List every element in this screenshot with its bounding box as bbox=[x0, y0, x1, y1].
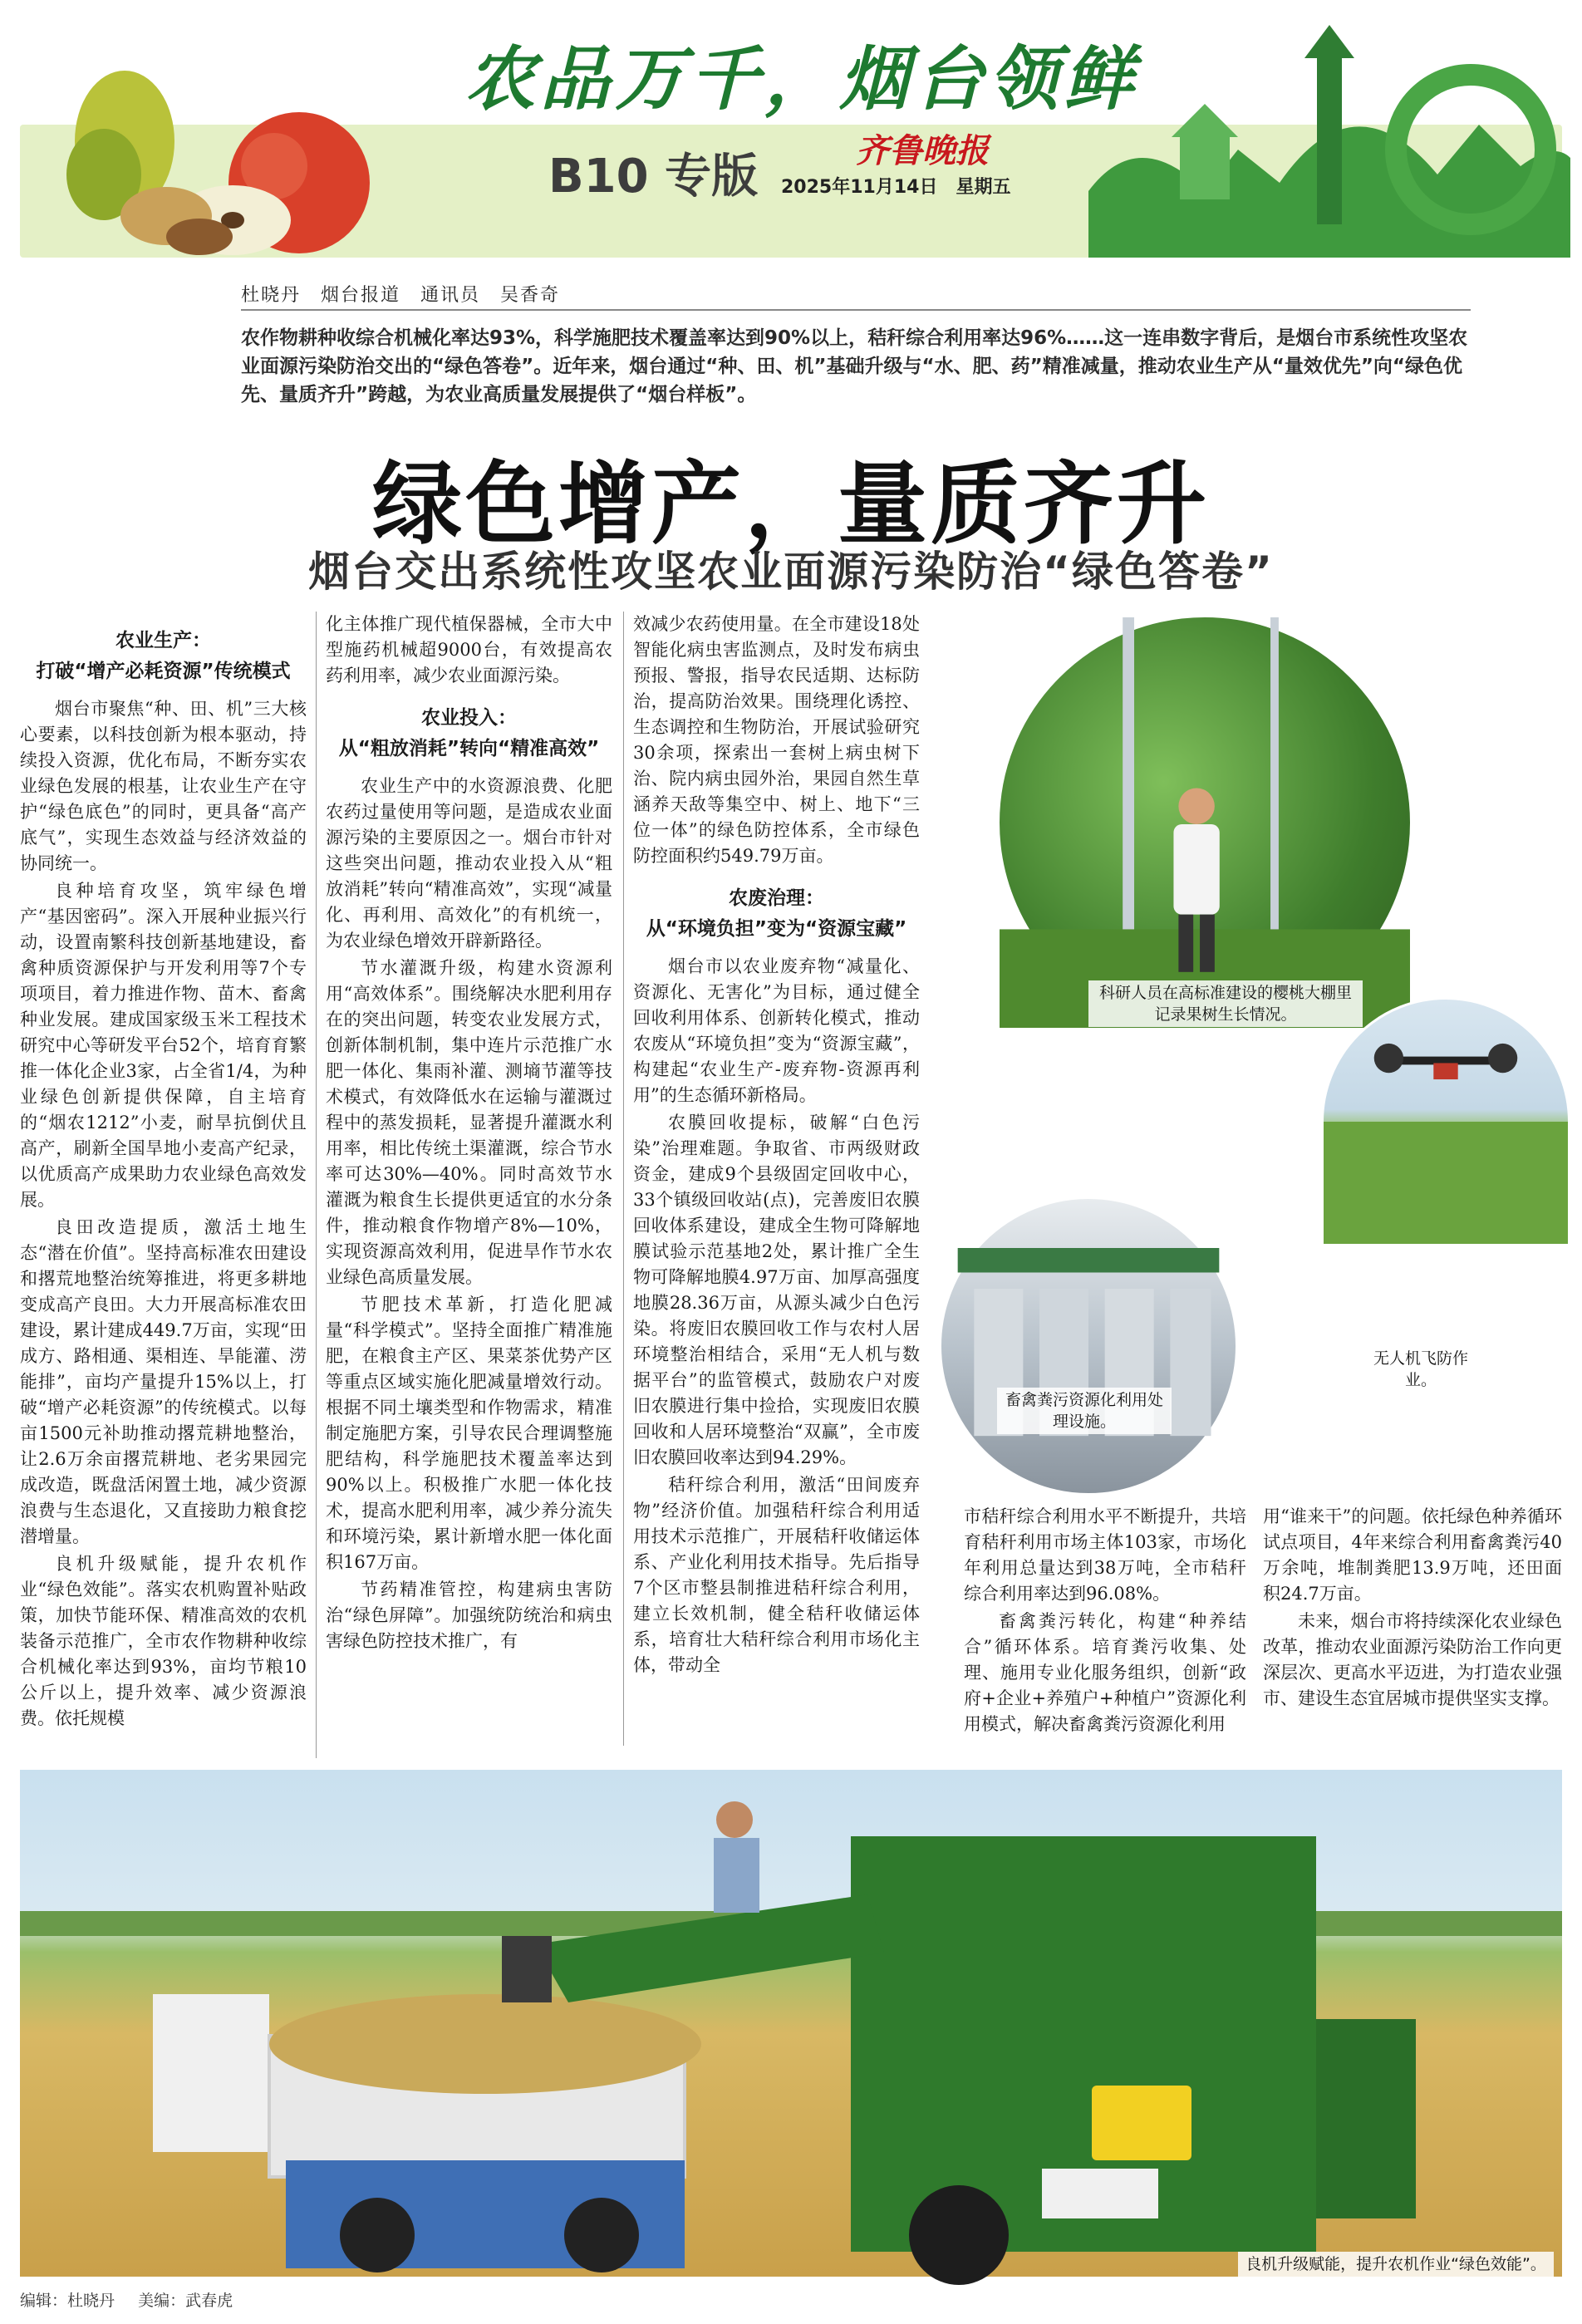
column-divider bbox=[623, 612, 624, 1746]
article-column-3 bbox=[633, 612, 920, 1675]
masthead-title: 农品万千，烟台领鲜 bbox=[465, 37, 1139, 120]
paragraph: 农膜回收提标，破解“白色污染”治理难题。争取省、市两级财政资金，建成9个县级固定回收中心，33个镇级回收站(点)，完善废旧农膜回收体系建设，建成全生物可降解地膜试验示范基地2处，累计推广全生物可降解地膜4.97万亩、加厚高强度地膜28.36万亩，从源头减少白色污染。将废旧农膜回收工作与农村人居环境整治相结合，采用“无人机与数据平台”的监管模式，鼓励农户对废旧农膜进行集中捡拾，实现废旧农膜回收和人居环境整治“双赢”，全市废旧农膜回收率达到94.29%。 bbox=[633, 1113, 920, 1467]
section-kicker: 农业生产： bbox=[115, 630, 211, 651]
paragraph: 用“谁来干”的问题。依托绿色种养循环试点项目，4年来综合利用畜禽粪污40万余吨，堆制粪肥13.9万吨，还田面积24.7万亩。 bbox=[1263, 1506, 1562, 1604]
byline: 杜晓丹 烟台报道 通讯员 吴香奇 bbox=[241, 285, 561, 306]
paragraph: 效减少农药使用量。在全市建设18处智能化病虫害监测点，及时发布病虫预报、警报，指导农民适期、达标防治，提高防治效果。围绕理化诱控、生态调控和生物防治，开展试验研究30余项，探索出一套树上病虫树下治、院内病虫园外治，果园自然生草涵养天敌等集空中、树上、地下“三位一体”的绿色防控体系，全市绿色防控面积约549.79万亩。 bbox=[633, 614, 920, 866]
photo-caption: 科研人员在高标准建设的樱桃大棚里记录果树生长情况。 bbox=[1088, 980, 1363, 1027]
article-column-5 bbox=[1263, 1504, 1562, 1770]
photo-caption: 畜禽粪污资源化利用处理设施。 bbox=[997, 1388, 1172, 1434]
section-heading: 从“粗放消耗”转向“精准高效” bbox=[338, 738, 600, 759]
fruit-illustration bbox=[25, 50, 374, 258]
section-kicker: 农业投入： bbox=[421, 707, 517, 729]
harvester-photo bbox=[20, 1770, 1562, 2277]
orchard-researcher-photo bbox=[997, 615, 1412, 1030]
paragraph: 烟台市聚焦“种、田、机”三大核心要素，以科技创新为根本驱动，持续投入资源，优化布局，不断夯实农业绿色发展的根基，让农业生产在守护“绿色底色”的同时，更具备“高产底气”，实现生态效益与经济效益的协同统一。 bbox=[20, 699, 307, 873]
paragraph: 良种培育攻坚，筑牢绿色增产“基因密码”。深入开展种业振兴行动，设置南繁科技创新基地建设，畜禽种质资源保护与开发利用等7个专项项目，着力推进作物、苗木、畜禽种业发展。建成国家级玉米工程技术研究中心等研发平台52个，培育育繁推一体化企业3家，占全省1/4，为种业绿色创新提供保障，自主培育的“烟农1212”小麦，耐旱抗倒伏且高产，刷新全国旱地小麦高产纪录，以优质高产成果助力农业绿色高效发展。 bbox=[20, 881, 307, 1210]
page-section-tag: B10 专版 bbox=[548, 150, 759, 204]
drone-spraying-photo bbox=[1321, 997, 1570, 1246]
paragraph: 化主体推广现代植保器械，全市大中型施药机械超9000台，有效提高农药利用率，减少农业面源污染。 bbox=[326, 614, 612, 685]
section-kicker: 农废治理： bbox=[729, 887, 824, 909]
article-column-2 bbox=[326, 612, 612, 1746]
page-header bbox=[0, 0, 1582, 266]
photo-caption: 良机升级赋能，提升农机作业“绿色效能”。 bbox=[1238, 2252, 1554, 2277]
divider bbox=[241, 309, 1471, 311]
paragraph: 节药精准管控，构建病虫害防治“绿色屏障”。加强统防统治和病虫害绿色防控技术推广，有 bbox=[326, 1580, 612, 1651]
article-column-1 bbox=[20, 612, 307, 1758]
paragraph: 烟台市以农业废弃物“减量化、资源化、无害化”为目标，通过健全回收利用体系、创新转化模式，推动农废从“环境负担”变为“资源宝藏”，构建起“农业生产-废弃物-资源再利用”的生态循环新格局。 bbox=[633, 956, 920, 1105]
paragraph: 未来，烟台市将持续深化农业绿色改革，推动农业面源污染防治工作向更深层次、更高水平迈进，为打造农业强市、建设生态宜居城市提供坚实支撑。 bbox=[1263, 1611, 1562, 1708]
headline: 绿色增产，量质齐升 bbox=[371, 452, 1210, 557]
editor-credit: 编辑：杜晓丹 bbox=[20, 2292, 115, 2310]
manure-facility-photo bbox=[939, 1196, 1238, 1496]
section-heading: 打破“增产必耗资源”传统模式 bbox=[36, 661, 291, 682]
lead-paragraph: 农作物耕种收综合机械化率达93%，科学施肥技术覆盖率达到90%以上，秸秆综合利用率达96%……这一连串数字背后，是烟台市系统性攻坚农业面源污染防治交出的“绿色答卷”。近年来，烟台通过“种、田、机”基础升级与“水、肥、药”精准减量，推动农业生产从“量效优先”向“绿色优先、量质齐升”跨越，为农业高质量发展提供了“烟台样板”。 bbox=[241, 327, 1468, 405]
paragraph: 良机升级赋能，提升农机作业“绿色效能”。落实农机购置补贴政策，加快节能环保、精准高效的农机装备示范推广，全市农作物耕种收综合机械化率达到93%，亩均节粮10公斤以上，提升效率、减少资源浪费。依托规模 bbox=[20, 1554, 307, 1728]
paragraph: 秸秆综合利用，激活“田间废弃物”经济价值。加强秸秆综合利用适用技术示范推广，开展秸秆收储运体系、产业化利用技术指导。先后指导7个区市整县制推进秸秆综合利用，建立长效机制，健全秸秆收储运体系，培育壮大秸秆综合利用市场化主体，带动全 bbox=[633, 1475, 920, 1675]
issue-date: 2025年11月14日 星期五 bbox=[781, 177, 1011, 198]
designer-credit: 美编：武春虎 bbox=[138, 2292, 233, 2310]
city-landmark-illustration bbox=[1088, 25, 1570, 258]
page-footer bbox=[20, 2288, 251, 2311]
newspaper-logo: 齐鲁晚报 bbox=[856, 131, 989, 170]
paragraph: 农业生产中的水资源浪费、化肥农药过量使用等问题，是造成农业面源污染的主要原因之一。烟台市针对这些突出问题，推动农业投入从“粗放消耗”转向“精准高效”，实现“减量化、再利用、高效化”的有机统一，为农业绿色增效开辟新路径。 bbox=[326, 776, 612, 951]
paragraph: 市秸秆综合利用水平不断提升，共培育秸秆利用市场主体103家，市场化年利用总量达到38万吨，全市秸秆综合利用率达到96.08%。 bbox=[964, 1506, 1246, 1604]
paragraph: 节水灌溉升级，构建水资源利用“高效体系”。围绕解决水肥利用存在的突出问题，转变农业发展方式，创新体制机制，集中连片示范推广水肥一体化、集雨补灌、测墒节灌等技术模式，有效降低水在运输与灌溉过程中的蒸发损耗，显著提升灌溉水利用率，相比传统土渠灌溉，综合节水率可达30%—40%。同时高效节水灌溉为粮食生长提供更适宜的水分条件，推动粮食作物增产8%—10%，实现资源高效利用，促进旱作节水农业绿色高质量发展。 bbox=[326, 958, 612, 1287]
column-divider bbox=[316, 612, 317, 1758]
paragraph: 畜禽粪污转化，构建“种养结合”循环体系。培育粪污收集、处理、施用专业化服务组织，创新“政府+企业+养殖户+种植户”资源化利用模式，解决畜禽粪污资源化利用 bbox=[964, 1611, 1246, 1734]
subheadline: 烟台交出系统性攻坚农业面源污染防治“绿色答卷” bbox=[308, 548, 1274, 596]
photo-caption: 无人机飞防作业。 bbox=[1363, 1346, 1479, 1393]
paragraph: 良田改造提质，激活土地生态“潜在价值”。坚持高标准农田建设和撂荒地整治统筹推进，将更多耕地变成高产良田。大力开展高标准农田建设，累计建成449.7万亩，实现“田成方、路相通、渠相连、旱能灌、涝能排”，亩均产量提升15%以上，打破“增产必耗资源”的传统模式。以每亩1500元补助推动撂荒耕地整治，让2.6万余亩撂荒耕地、老劣果园完成改造，既盘活闲置土地，减少资源浪费与生态退化，又直接助力粮食挖潜增量。 bbox=[20, 1217, 307, 1546]
paragraph: 节肥技术革新，打造化肥减量“科学模式”。坚持全面推广精准施肥，在粮食主产区、果菜茶优势产区等重点区域实施化肥减量增效行动。根据不同土壤类型和作物需求，精准制定施肥方案，引导农民合理调整施肥结构，科学施肥技术覆盖率达到90%以上。积极推广水肥一体化技术，提高水肥利用率，减少养分流失和环境污染，累计新增水肥一体化面积167万亩。 bbox=[326, 1295, 612, 1572]
article-column-4 bbox=[964, 1504, 1246, 1770]
section-heading: 从“环境负担”变为“资源宝藏” bbox=[646, 918, 907, 940]
